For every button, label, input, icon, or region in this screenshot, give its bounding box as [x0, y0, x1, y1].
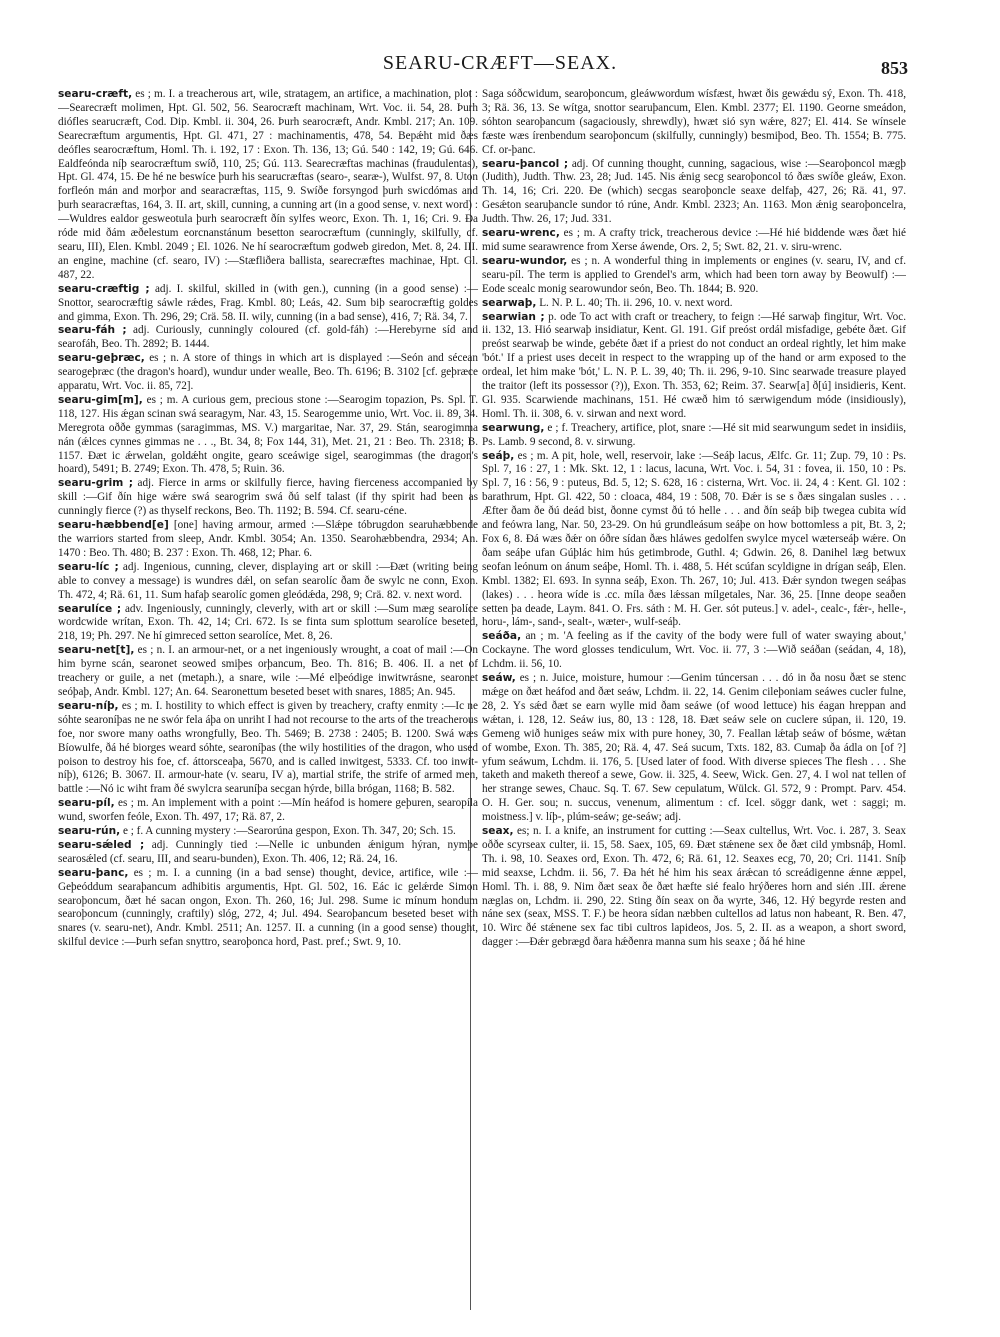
page-number: 853	[881, 58, 908, 78]
dictionary-entry	[482, 630, 906, 672]
entry-text: es ; m. A pit, hole, well, reservoir, lake :—Seáþ lacus, Ælfc. Gr. 11; Zup. 79, 10 : Ps. Spl. 7, 16 : 27, 1 : Mk. Skt. 12, 1 : lacus, lacuna, Wrt. Voc. i. 54, 31 : fovea, ii. 150, 10 : Ps. Spl. 7, 16 : 56, 9 : puteus, Bd. 5, 12; S. 628, 16 : cisterna, Wrt. Voc. ii. 24, 4 : Kent. Gl. 102 : barathrum, Hpt. Gl. 422, 50 : cloaca, 484, 19 : 508, 70. Ðǽr is se s ðæs singalan susles . . . Æfter ðam ðe ðú deád bist, ðonne cymst ðú tó helle . . . and ðín seáþ biþ twegea cubita wíd and feówra lang, Nar. 50, 23-29. On hú grundleásum seáþe on how bottomless a pit, Bt. 3, 2; Fox 6, 8. Ðá wæs ðǽr on óðre sídan ðæs hláwes gedolfen swylce mycel wæterseáþ wǽre. On ðam seáþe ufan Gúþlác him hús getimbrode, Guthl. 4; Gdwin. 26, 8. Danihel læg betwux seofan leónum on ánum seáþe, Homl. Th. i. 488, 5. Hét scúfan scyldigne in drígan seáþ, Elen. Kmbl. 1382; El. 693. In synna seáþ, Exon. Th. 267, 10; Jul. 413. Ðǽr syndon twegen seáþas (lakes) . . . heora wíde is .cc. míla ðæs lǽssan mílgetales, Nar. 36, 25. [Inne deope seaðen setten þa deade, Laym. 841. O. Frs. sáth : M. H. Ger. sót puteus.] v. adel-, cealc-, fǽr-, helle-, horu-, lám-, sand-, sealt-, wæter-, wulf-seáþ.	[482, 449, 906, 629]
dictionary-entry	[58, 283, 478, 325]
entry-text: es ; n. A wonderful thing in implements or engines (v. searu, IV, and cf. searu-píl. The term is applied to Grendel's arm, which had been torn away by Beowulf) :—Eode scealc monig searowundor seón, Beo. Th. 1844; B. 920.	[482, 254, 906, 295]
dictionary-entry	[58, 603, 478, 645]
entry-text: es ; m. I. a cunning (in a bad sense) thought, device, artifice, wile :—Geþeóddum searaþancum adhibitis argumentis, Hpt. Gl. 502, 16. Eác ic gelǽrde Simon searoþoncum, ðæt hé sacan ongon, Exon. Th. 260, 16; Jul. 298. Sume ic mínum hondum searoþoncum (cunningly, craftily) slóg, 272, 4; Jul. 494. Searoþancum beseted beset with snares (v. searu-net), Andr. Kmbl. 2511; An. 1257. II. a cunning (in a good sense) thought, skilful device :—Þurh sefan snyttro, searoþonca hord, Past. pref.; Swt. 9, 10.	[58, 866, 478, 949]
right-column	[482, 88, 906, 1318]
dictionary-entry	[482, 311, 906, 422]
entry-headword: seáw,	[482, 672, 516, 685]
dictionary-entry	[58, 477, 478, 519]
entry-text: e ; f. A cunning mystery :—Searorúna gespon, Exon. Th. 347, 20; Sch. 15.	[120, 825, 456, 838]
entry-text: adj. Curiously, cunningly coloured (cf. gold-fáh) :—Herebyrne síd and searofáh, Beo. Th. 2892; B. 1444.	[58, 324, 478, 351]
entry-text: adj. Cunningly tied :—Nelle ic unbunden ǽnigum hýran, nymþe searosǽled (cf. searu, III, and searu-bunden), Exon. Th. 406, 12; Rä. 24, 16.	[58, 838, 478, 865]
dictionary-entry	[482, 158, 906, 228]
dictionary-entry	[58, 352, 478, 394]
entry-headword: searwian ;	[482, 310, 545, 323]
entry-headword: searu-net[t],	[58, 644, 135, 657]
dictionary-entry	[482, 672, 906, 825]
entry-headword: searu-cræftig ;	[58, 282, 150, 295]
dictionary-entry	[58, 839, 478, 867]
entry-headword: searu-wundor,	[482, 254, 568, 267]
dictionary-entry	[58, 324, 478, 352]
entry-headword: searwaþ,	[482, 296, 537, 309]
entry-text: es ; m. A crafty trick, treacherous device :—Hé hié biddende wæs ðæt hié mid sume searawrence from Xerse áwende, Ors. 2, 5; Swt. 82, 21. v. siru-wrenc.	[482, 227, 906, 253]
entry-text: adv. Ingeniously, cunningly, cleverly, with art or skill :—Sum mæg searolíce wordcwide wrítan, Exon. Th. 42, 14; Cri. 672. Is se finta sum splottum searolíce beseted, 218, 19; Ph. 297. Ne hí gimreced setton searolíce, Met. 8, 26.	[58, 602, 478, 643]
entry-text: es ; m. An implement with a point :—Mín heáfod is homere geþuren, searopíla wund, sworfen feóle, Exon. Th. 497, 17; Rä. 87, 2.	[58, 797, 478, 824]
entry-headword: searulíce ;	[58, 602, 122, 615]
entry-text: [one] having armour, armed :—Slǽpe tóbrugdon searuhæbbende the warriors started from sleep, Andr. Kmbl. 3054; An. 1350. Searohæbbendra, 2934; An. 1470 : Beo. Th. 480; B. 237 : Exon. Th. 468, 12; Phar. 6.	[58, 519, 478, 559]
entry-headword: searu-grim ;	[58, 477, 133, 490]
entry-headword: searu-gim[m],	[58, 393, 143, 406]
entry-text: es ; n. A store of things in which art is displayed :—Seón and sécean searogeþræc (the dragon's hoard), wundur under wealle, Beo. Th. 6196; B. 3102 [cf. geþræce apparatu, Wrt. Voc. ii. 85, 72].	[58, 352, 478, 393]
entry-text: es ; n. Juice, moisture, humour :—Genim túncersan . . . dó in ða nosu ðæt se stenc mǽge on ðæt heáfod and ðæt seáw, Lchdm. ii. 22, 14. Genim cileþoniam seáwes cucler fulne, 28, 2. Ys sǽd ðæt se earn wylle mid ðam seáwe (of wood lettuce) his éagan hreppan and wǽtan, i. 128, 12. Seáw ius, 80, 13 : 128, 18. Ðæt seáw sele on cuclere súpan, ii. 120, 19. Gemeng wið huniges seáw mix with pure honey, 30, 7. Feallan lǽtaþ seáw of bósme, wǽtan of wombe, Exon. Th. 385, 20; Rä. 4, 47. Seá sucum, Txts. 182, 83. Cumaþ ða ádla on [of ?] yfum seáwum, Lchdm. ii. 176, 5. [Used later of food. With diverse spieces The flesh . . . She taketh and maketh thereof a sewe, Gow. ii. 325, 4. Seew, Wick. Gen. 27, 4. I wol nat tellen of her strange sewes, Chauc. Sq. T. 67. Sew cepulatum, Wülck. Gl. 572, 9 : Prompt. Parv. 454. O. H. Ger. sou; n. succus, venenum, alimentum : cf. Icel. söggr dank, wet : saggi; m. moistness.] v. líþ-, plúm-seáw; ge-seáw; adj.	[482, 672, 906, 824]
dictionary-entry	[58, 700, 478, 797]
entry-text: L. N. P. L. 40; Th. ii. 296, 10. v. next word.	[536, 296, 733, 309]
entry-headword: seáþ,	[482, 449, 515, 462]
entry-text: es ; m. I. a treacherous art, wile, stratagem, an artifice, a machination, plot :—Searecræft molimen, Hpt. Gl. 502, 56. Searocræft machinam, Wrt. Voc. ii. 54, 28. Þurh diófles searucræft, Cod. Dip. Kmbl. ii. 304, 26. Þurh searocræft, Andr. Kmbl. 217; An. 109. Searecræftum argumentis, Hpt. Gl. 471, 27 : machinamentis, 478, 54. Bepǽht mid ðæs deófles searocræftum, Homl. Th. i. 192, 17 : Exon. Th. 136, 13; Gú. 540 : 142, 19; Gú. 646. Ealdfeónda níþ searocræftum swíð, 110, 25; Gú. 113. Searecræftas machinas (fraudulentas), Hpt. Gl. 474, 15. Ðe hé ne beswíce þurh his searucræftas (searo-, searæ-), Wulfst. 97, 8. Uton forfleón mán and morþor and searacræftas, 115, 9. Swíðe forsyngod þurh swicdómas and þurh searacræftas, 164, 3. II. art, skill, cunning, a cunning art (in a good sense, v. next word) :—Wuldres ealdor geswеotula þurh searocræft ðín sylfes weorc, Exon. Th. 1, 16; Cri. 9. Ða róde mid ðám æðelestum eorcnanstánum besetton searocræftum (cunningly, skilfully, cf. searu, III), Elen. Kmbl. 2049 ; El. 1026. Ne hí searocræftum godweb giredon, Met. 8, 24. III. an engine, machine (cf. searo, IV) :—Stæfliðera ballista, searecræftes machinae, Hpt. Gl. 487, 22.	[58, 88, 478, 281]
entry-text: p. ode To act with craft or treachery, to feign :—Hé sarwaþ fingitur, Wrt. Voc. ii. 132, 13. Hió searwaþ insidiatur, Kent. Gl. 191. Gif preóst ordál misfadige, gebéte ðæt. Gif preóst searwaþ be winde, gebéte ðæt if a priest do not conduct an ordeal rightly, let him make 'bót.' If a priest uses deceit in respect to the wrapping up of the hand or arm exposed to the ordeal, let him make 'bót,' L. N. P. L. 39, 40; Th. ii. 296, 9-10. Sinc searwade treasure played the traitor (left its possessor (?)), Exon. Th. 353, 62; Reim. 37. Searw[a] ð[ú] insidieris, Kent. Gl. 935. Scarwiende machinans, 151. Hé cwæð him tó særwigendum móde (insidiously), Homl. Th. ii. 308, 6. v. sirwan and next word.	[482, 310, 906, 420]
entry-headword: searu-þanc,	[58, 866, 129, 879]
entry-text: es ; n. I. an armour-net, or a net ingeniously wrought, a coat of mail :—On him byrne scán, searonet seowed smiþes orþancum, Beo. Th. 816; B. 406. II. a net of treachery or guile, a net (metaph.), a snare, wile :—Mé elþeódige inwitwrásne, searonet seóþaþ, Andr. Kmbl. 127; An. 64. Searonettum beseted beset with snares, 1885; An. 945.	[58, 644, 478, 698]
dictionary-entry	[482, 297, 906, 311]
dictionary-entry	[58, 88, 478, 283]
dictionary-entry	[482, 88, 906, 158]
entry-headword: searu-cræft,	[58, 88, 133, 100]
entry-headword: searu-píl,	[58, 797, 115, 810]
entry-text: adj. Fierce in arms or skilfully fierce, having fierceness accompanied by skill :—Gif ðín hige wǽre swá searogrim swá ðú self talast (if thy spirit had been as cunningly fierce (?) as thyself reckons, Beo. Th. 1192; B. 594. Cf. searu-céne.	[58, 477, 478, 518]
entry-headword: seax,	[482, 825, 514, 838]
left-column	[58, 88, 478, 1318]
entry-headword: seáða,	[482, 630, 522, 643]
entry-text: e ; f. Treachery, artifice, plot, snare :—Hé sit mid searwungum sedet in insidiis, Ps. Lamb. 9 second, 8. v. sirwung.	[482, 421, 906, 448]
entry-headword: searu-fáh ;	[58, 324, 127, 337]
entry-headword: searu-sǽled ;	[58, 838, 145, 851]
dictionary-entry	[58, 867, 478, 950]
entry-text: adj. Of cunning thought, cunning, sagacious, wise :—Searoþoncol mægþ (Judith), Judth. Thw. 23, 28; Jud. 145. Nis ǽnig secg searoþoncol tó ðæs swíðe gleáw, Exon. Th. 14, 16; Cri. 220. Ðe (which) secgas searoþoncle seaxe delfaþ, 427, 26; Rä. 41, 97. Gesǽton searuþancle sundor tó rúne, Andr. Kmbl. 2323; An. 1163. Mon ǽnig searoþoncelra, Judth. Thw. 26, 17; Jud. 331.	[482, 157, 906, 226]
running-head: SEARU-CRÆFT—SEAX.	[382, 52, 618, 74]
dictionary-entry	[58, 561, 478, 603]
entry-headword: searu-líc ;	[58, 560, 119, 573]
dictionary-entry	[58, 644, 478, 700]
entry-text: es ; m. A curious gem, precious stone :—Searogim topazion, Ps. Spl. T. 118, 127. His ǽgan scinan swá searagym, Nar. 43, 15. Searogemme unio, Wrt. Voc. ii. 89, 34. Meregrota oððe gymmas (saragimmas, MS. V.) margaritae, Nar. 37, 29. Stán, searogimma nán (ǽlces cynnes gimmas ne . . ., Bt. 34, 8; Fox 144, 31), Met. 21, 21 : Beo. Th. 2318; B. 1157. Ðæt ic ǽrwelan, goldǽht ongite, gearo sceáwige sigel, searogimmas (the dragon's hoard), 5491; B. 2749; Exon. Th. 478, 5; Ruin. 36.	[58, 393, 478, 476]
entry-text: Saga sóðcwidum, searoþoncum, gleáwwordum wísfæst, hwæt ðis gewǽdu sý, Exon. Th. 418, 3; Rä. 36, 13. Se wítga, snottor searuþancum, Elen. Kmbl. 2377; El. 1190. Georne smeádon, sóhton searoþancum (sagaciously, shrewdly), hwæt sió syn wǽre, 827; El. 414. Se wínsele fæste wæs írenbendum searoþoncum (skilfully, cunningly) besmiþod, Beo. Th. 1554; B. 775. Cf. or-þanc.	[482, 88, 906, 156]
entry-headword: searu-þancol ;	[482, 157, 569, 170]
dictionary-entry	[482, 422, 906, 450]
dictionary-entry	[58, 797, 478, 825]
entry-text: es; n. I. a knife, an instrument for cutting :—Seax cultellus, Wrt. Voc. i. 287, 3. Seax oððe scyrseax culter, ii. 15, 58. Saex, 105, 69. Ðæt stǽnene sex ðe ðæt cild ymbsnáþ, Homl. Th. i. 98, 10. Seaxes ord, Exon. Th. 472, 6; Rä. 61, 12. Seaxes ecg, 70, 20; Cri. 1141. Sníþ mid seaxse, Lchdm. ii. 56, 7. Ða hét hé him his seax árǽcan tó screádigenne ǽnne æppel, Homl. Th. i. 88, 9. Nim ðæt seax ðe ðæt hæfte sié fealo hrýðeres horn and sién .III. ǽrene næglas on, Lchdm. ii. 290, 22. Sting ðín seax on ða wyrte, 346, 12. Hý begyrde resten and náne sex (seax, MSS. T. F.) be heora sídan næbben cultellos ad latus non habeant, R. Ben. 47, 10. Wirc ðé stǽnene sex fac tibi cultros lapideos, Jos. 5, 2. II. as a weapon, a short sword, dagger :—Ðǽr gebrægd ðara hǽðenra manna sum his seaxe ; ðá hé hine	[482, 825, 906, 949]
dictionary-entry	[482, 825, 906, 950]
entry-headword: searu-wrenc,	[482, 227, 560, 240]
dictionary-entry	[482, 227, 906, 255]
entry-headword: searu-hæbbend[e]	[58, 519, 169, 532]
entry-text: an ; m. 'A feeling as if the cavity of the body were full of water swaying about,' Cockayne. The word glosses tendiculum, Wrt. Voc. ii. 77, 3 :—Wið seáðan (seádan, 4, 18), Lchdm. ii. 56, 10.	[482, 630, 906, 671]
entry-headword: searwung,	[482, 421, 545, 434]
dictionary-entry	[482, 255, 906, 297]
entry-text: adj. Ingenious, cunning, clever, displaying art or skill :—Ðæt (writing being able to convey a message) is wundres dǽl, on sefan searolíc ðam ðe swylc ne conn, Exon. Th. 472, 4; Rä. 61, 11. Sum hafaþ searolíc gomen gleódǽda, 298, 9; Crä. 82. v. next word.	[58, 560, 478, 601]
dictionary-entry	[58, 519, 478, 561]
entry-headword: searu-níþ,	[58, 699, 119, 712]
entry-headword: searu-geþræc,	[58, 352, 145, 365]
dictionary-entry	[482, 450, 906, 631]
entry-headword: searu-rún,	[58, 825, 121, 838]
entry-text: es ; m. I. hostility to which effect is given by treachery, crafty enmity :—Ic ne sóhte searoníþas ne ne swór fela áþa on unriht I had not recourse to the arts of the treacherous foe, nor swore many oaths wrongfully, Beo. Th. 5469; B. 2738 : 2405; B. 1200. Swá wæs Bíowulfe, ðá hé biorges weard sóhte, searoníþas (the wily hostilities of the dragon, who used poison to destroy his foe, cf. áttorsceaþa, 5670, and is called inwitgest, 5333. Cf. too inwit-níþ), 6126; B. 3067. II. armour-hate (v. searu, IV a), martial strife, the strife of armed men, battle :—Nó ic wiht fram ðé swylcra searuníþa secgan hýrde, billa brógan, 1168; B. 582.	[58, 699, 478, 796]
dictionary-entry	[58, 825, 478, 839]
dictionary-entry	[58, 394, 478, 477]
entry-text: adj. I. skilful, skilled in (with gen.), cunning (in a good sense) :—Snottor, searocræftig sáwle rǽdes, Frag. Kmbl. 80; Leás, 42. Sum biþ searocræftig goldes and gimma, Exon. Th. 296, 29; Crä. 58. II. wily, cunning (in a bad sense), 416, 7; Rä. 34, 7.	[58, 282, 478, 323]
